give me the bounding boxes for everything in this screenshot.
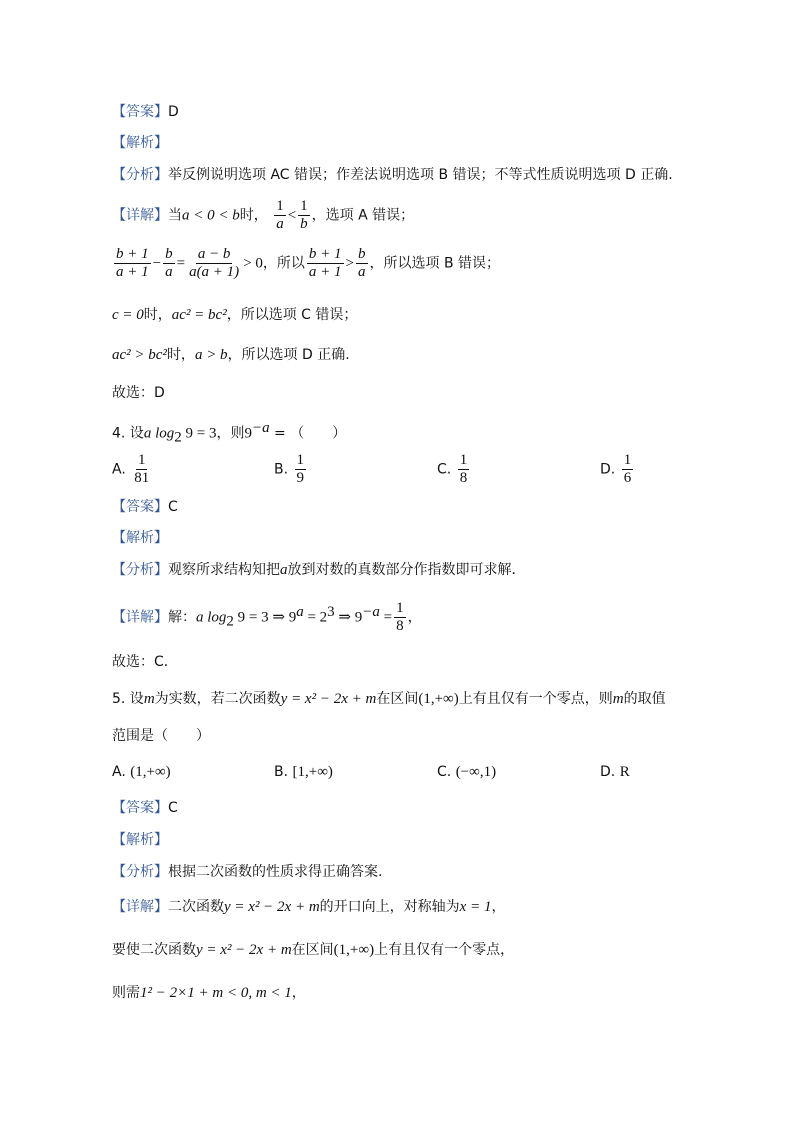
text: 上有且仅有一个零点， [374,942,515,958]
denominator: a(a + 1) [189,264,240,280]
numerator: b [358,246,366,262]
denominator: 8 [459,470,468,486]
math-sup: 3 [327,603,335,620]
math: ac² > bc² [112,347,167,363]
denominator: a [276,216,284,232]
q4-analysis-tag-line [112,528,168,548]
option-label: C. [437,461,452,478]
q5-option-c [437,762,496,782]
numerator: 1 [459,452,468,468]
text: 根据二次函数的性质求得正确答案. [168,864,383,880]
numerator: b + 1 [116,246,149,262]
q4-fenxi-line [112,560,526,580]
fraction [295,452,307,487]
q3-detail-line4 [112,345,350,365]
math: ac² = bc² [171,307,227,323]
denominator: 8 [396,618,404,634]
option-label: D. [600,764,616,780]
numerator: 1 [396,600,404,616]
q4-stem [112,418,346,447]
math: a < 0 < b [182,207,240,224]
numerator: 1 [137,452,146,468]
q4-option-b [274,452,308,487]
math: > [345,255,354,272]
math: = [176,255,186,272]
text: 放到对数的真数部分作指数即可求解． [287,562,526,578]
answer-tag: 【答案】 [112,800,168,816]
option-label: C. [437,764,452,780]
math-sup: −a [251,420,270,436]
text: 时， [143,307,172,323]
math: 9 = 3 [181,425,217,442]
text: 5. 设 [112,691,144,707]
fraction [458,452,470,487]
text: ， [291,985,306,1001]
math: (1,+∞) [333,942,375,958]
text: 4. 设 [112,425,144,442]
fraction [394,600,406,635]
text: ， [407,609,422,626]
q5-option-b [274,762,333,782]
numerator: 1 [300,198,308,214]
fraction [187,246,241,281]
text: 为实数，若二次函数 [154,691,281,707]
text: 上有且仅有一个零点，则 [458,691,613,707]
math: 9 [244,425,252,442]
math: 1² − 2×1 + m < 0, m < 1 [140,985,292,1001]
analysis-tag: 【解析】 [112,832,168,848]
fenxi-text: 举反例说明选项 AC 错误；作差法说明选项 B 错误；不等式性质说明选项 D 正确. [168,167,673,183]
q3-analysis-tag-line [112,133,168,153]
q3-answer-line [112,102,179,122]
math: ⇒ 9 [334,609,363,626]
denominator: a + 1 [116,264,149,280]
q3-detail-line1 [112,198,414,233]
numerator: 1 [296,452,305,468]
analysis-tag: 【解析】 [112,530,168,546]
denominator: a [358,264,366,280]
text: = （ ） [269,425,347,442]
text: ，则 [216,425,245,442]
text: ，所以 [262,255,305,272]
denominator: b [300,216,308,232]
text: 在区间 [291,942,334,958]
math-sub: 2 [226,613,234,630]
q4-option-a [112,452,153,487]
q5-option-d [600,762,630,782]
detail-tag: 【详解】 [112,609,168,626]
math: a > b [194,347,228,363]
text: 在区间 [376,691,419,707]
math: m [612,691,624,707]
detail-tag: 【详解】 [112,899,168,915]
text: 的开口向上，对称轴为 [319,899,460,915]
math: 9 = 3 ⇒ 9 [233,609,297,626]
math: y = x² − 2x + m [196,942,292,958]
text: 要使二次函数 [112,942,196,958]
q4-option-c [437,452,471,487]
text: 则需 [112,985,140,1001]
math: = 2 [303,609,328,626]
option-label: D. [600,461,616,478]
fraction [274,198,286,233]
answer-tag: 【答案】 [112,499,168,515]
q4-option-d [600,452,635,487]
q5-analysis-tag-line [112,830,168,850]
text: 观察所求结构知把 [168,562,280,578]
fenxi-tag: 【分析】 [112,562,168,578]
q5-answer-line [112,798,178,818]
numerator: 1 [276,198,284,214]
q5-detail-line3 [112,983,306,1003]
detail-tag: 【详解】 [112,207,168,224]
q3-detail-line3 [112,305,357,325]
answer-value: D [168,104,179,120]
numerator: a − b [197,246,231,262]
option-label: A. [112,764,126,780]
q3-conclusion: 故选：D [112,385,165,401]
math: y = x² − 2x + m [224,899,320,915]
q5-detail-line2 [112,940,514,960]
numerator: 1 [623,452,632,468]
math-sup: a [296,603,304,620]
math: − [152,255,162,272]
text: 时， [239,207,268,224]
answer-value: C [168,499,178,515]
text: ，选项 A 错误； [311,207,415,224]
q5-stem-line2: 范围是（ ） [112,728,210,744]
fraction [132,452,151,487]
text: 解： [168,609,196,626]
option-label: B. [274,764,289,780]
q4-answer-line [112,497,178,517]
fraction [298,198,310,233]
text: ，所以选项 B 错误； [369,255,501,272]
q5-option-a [112,762,171,782]
fraction [163,246,175,281]
option-value: [1,+∞) [292,764,333,780]
math: (1,+∞) [418,691,459,707]
math: > 0 [243,255,263,272]
answer-tag: 【答案】 [112,104,168,120]
option-value: R [619,764,630,780]
denominator: 6 [623,470,632,486]
fraction [307,246,344,281]
math: y = x² − 2x + m [280,691,377,707]
denominator: 81 [134,470,150,486]
math-sup: −a [362,603,380,620]
math: x = 1 [459,899,492,915]
option-value: (1,+∞) [130,764,171,780]
q4-conclusion: 故选：C． [112,654,178,670]
fraction [622,452,634,487]
fenxi-tag: 【分析】 [112,864,168,880]
math: = [379,609,393,626]
text: 时， [166,347,195,363]
denominator: a + 1 [308,264,342,280]
numerator: b + 1 [308,246,342,262]
denominator: a [165,264,173,280]
option-label: B. [274,461,289,478]
math: a log [196,609,227,626]
math: m [143,691,155,707]
math: a log [143,425,175,442]
q5-fenxi-line [112,862,382,882]
fraction [114,246,151,281]
q3-fenxi-line [112,165,673,185]
answer-value: C [168,800,178,816]
q5-detail-line1 [112,897,505,917]
q3-detail-line2 [112,246,500,281]
math-sub: 2 [174,429,182,446]
text: ， [491,899,506,915]
denominator: 9 [296,470,305,486]
text: 的取值 [623,691,666,707]
text: 当 [168,207,182,224]
math: a [280,562,288,578]
fraction [356,246,368,281]
option-label: A. [112,461,126,478]
text: 二次函数 [168,899,224,915]
numerator: b [165,246,173,262]
q4-detail-line [112,600,422,635]
fenxi-tag: 【分析】 [112,167,168,183]
math: < [287,207,297,224]
text: ，所以选项 D 正确. [227,347,350,363]
q5-stem-line1 [112,689,666,709]
math: c = 0 [112,307,144,323]
analysis-tag: 【解析】 [112,135,168,151]
text: ，所以选项 C 错误； [226,307,358,323]
option-value: (−∞,1) [455,764,497,780]
